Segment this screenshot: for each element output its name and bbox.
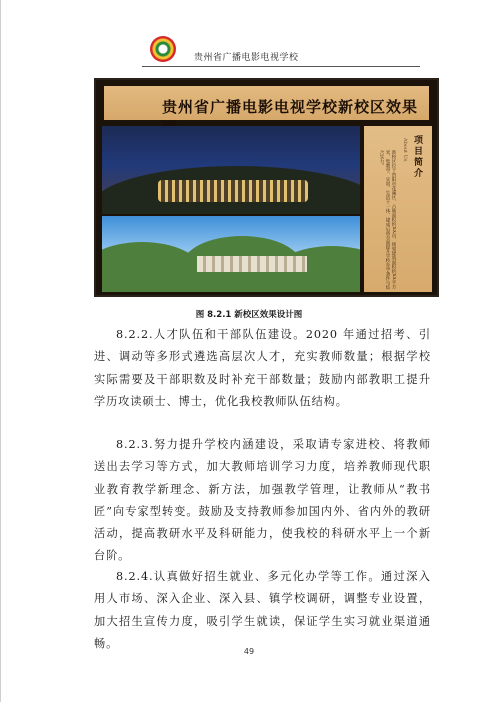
paragraph-text: 8.2.2.人才队伍和干部队伍建设。2020 年通过招考、引进、调动等多形式遴选高层次人才，充实教师数量；根据学校实际需要及干部职数及时补充干部数量；鼓励内部教职工提升学历攻读硕士、博士，优化我校教师队伍结构。 <box>94 328 431 408</box>
header-title: 贵州省广播电影电视学校 <box>194 53 299 63</box>
paragraph-text: 8.2.3.努力提升学校内涵建设，采取请专家进校、将教师送出去学习等方式，加大教师培训学习力度，培养教师现代职业教育教学新理念、新方法，加强教学管理，让教师从“教书匠”向专家型转变。鼓励及支持教师参加国内外、省内外的教研活动，提高教研水平及科研能力，使我校的科研水平上一个新台阶。 <box>94 438 431 563</box>
body-paragraph <box>94 566 431 655</box>
project-intro-heading: 项目简介 <box>414 136 424 179</box>
day-rendering-image <box>102 216 360 292</box>
paragraph-text: 8.2.4.认真做好招生就业、多元化办学等工作。通过深入用人市场、深入企业、深入县、镇学校调研，调整专业设置，加大招生宣传力度，吸引学生就读，保证学生实习就业渠道通畅。 <box>94 570 431 650</box>
project-intro-text: 新校区位于贵阳市花溪区，占地面积约XX亩，规划建筑面积约XX平方米，集教学、实训、生活于一体，建成后将全面提升学校办学条件与综合实力。 <box>379 150 396 290</box>
figure-banner <box>104 86 429 120</box>
figure-banner-title: 贵州省广播电影电视学校新校区效果 <box>162 98 419 116</box>
school-logo-icon <box>150 36 176 62</box>
page-header <box>142 36 420 68</box>
page-number: 49 <box>243 647 255 656</box>
body-paragraph <box>94 434 431 568</box>
header-rule <box>142 66 420 67</box>
project-intro-subheading: About Us <box>402 138 408 162</box>
night-rendering-image <box>102 126 360 214</box>
figure-caption: 图 8.2.1 新校区效果设计图 <box>195 310 303 320</box>
body-paragraph <box>94 324 431 413</box>
campus-lights <box>158 180 308 202</box>
page-edge <box>0 0 1 702</box>
campus-buildings <box>197 256 307 272</box>
campus-rendering-figure <box>94 78 439 297</box>
project-intro-panel <box>364 126 432 292</box>
